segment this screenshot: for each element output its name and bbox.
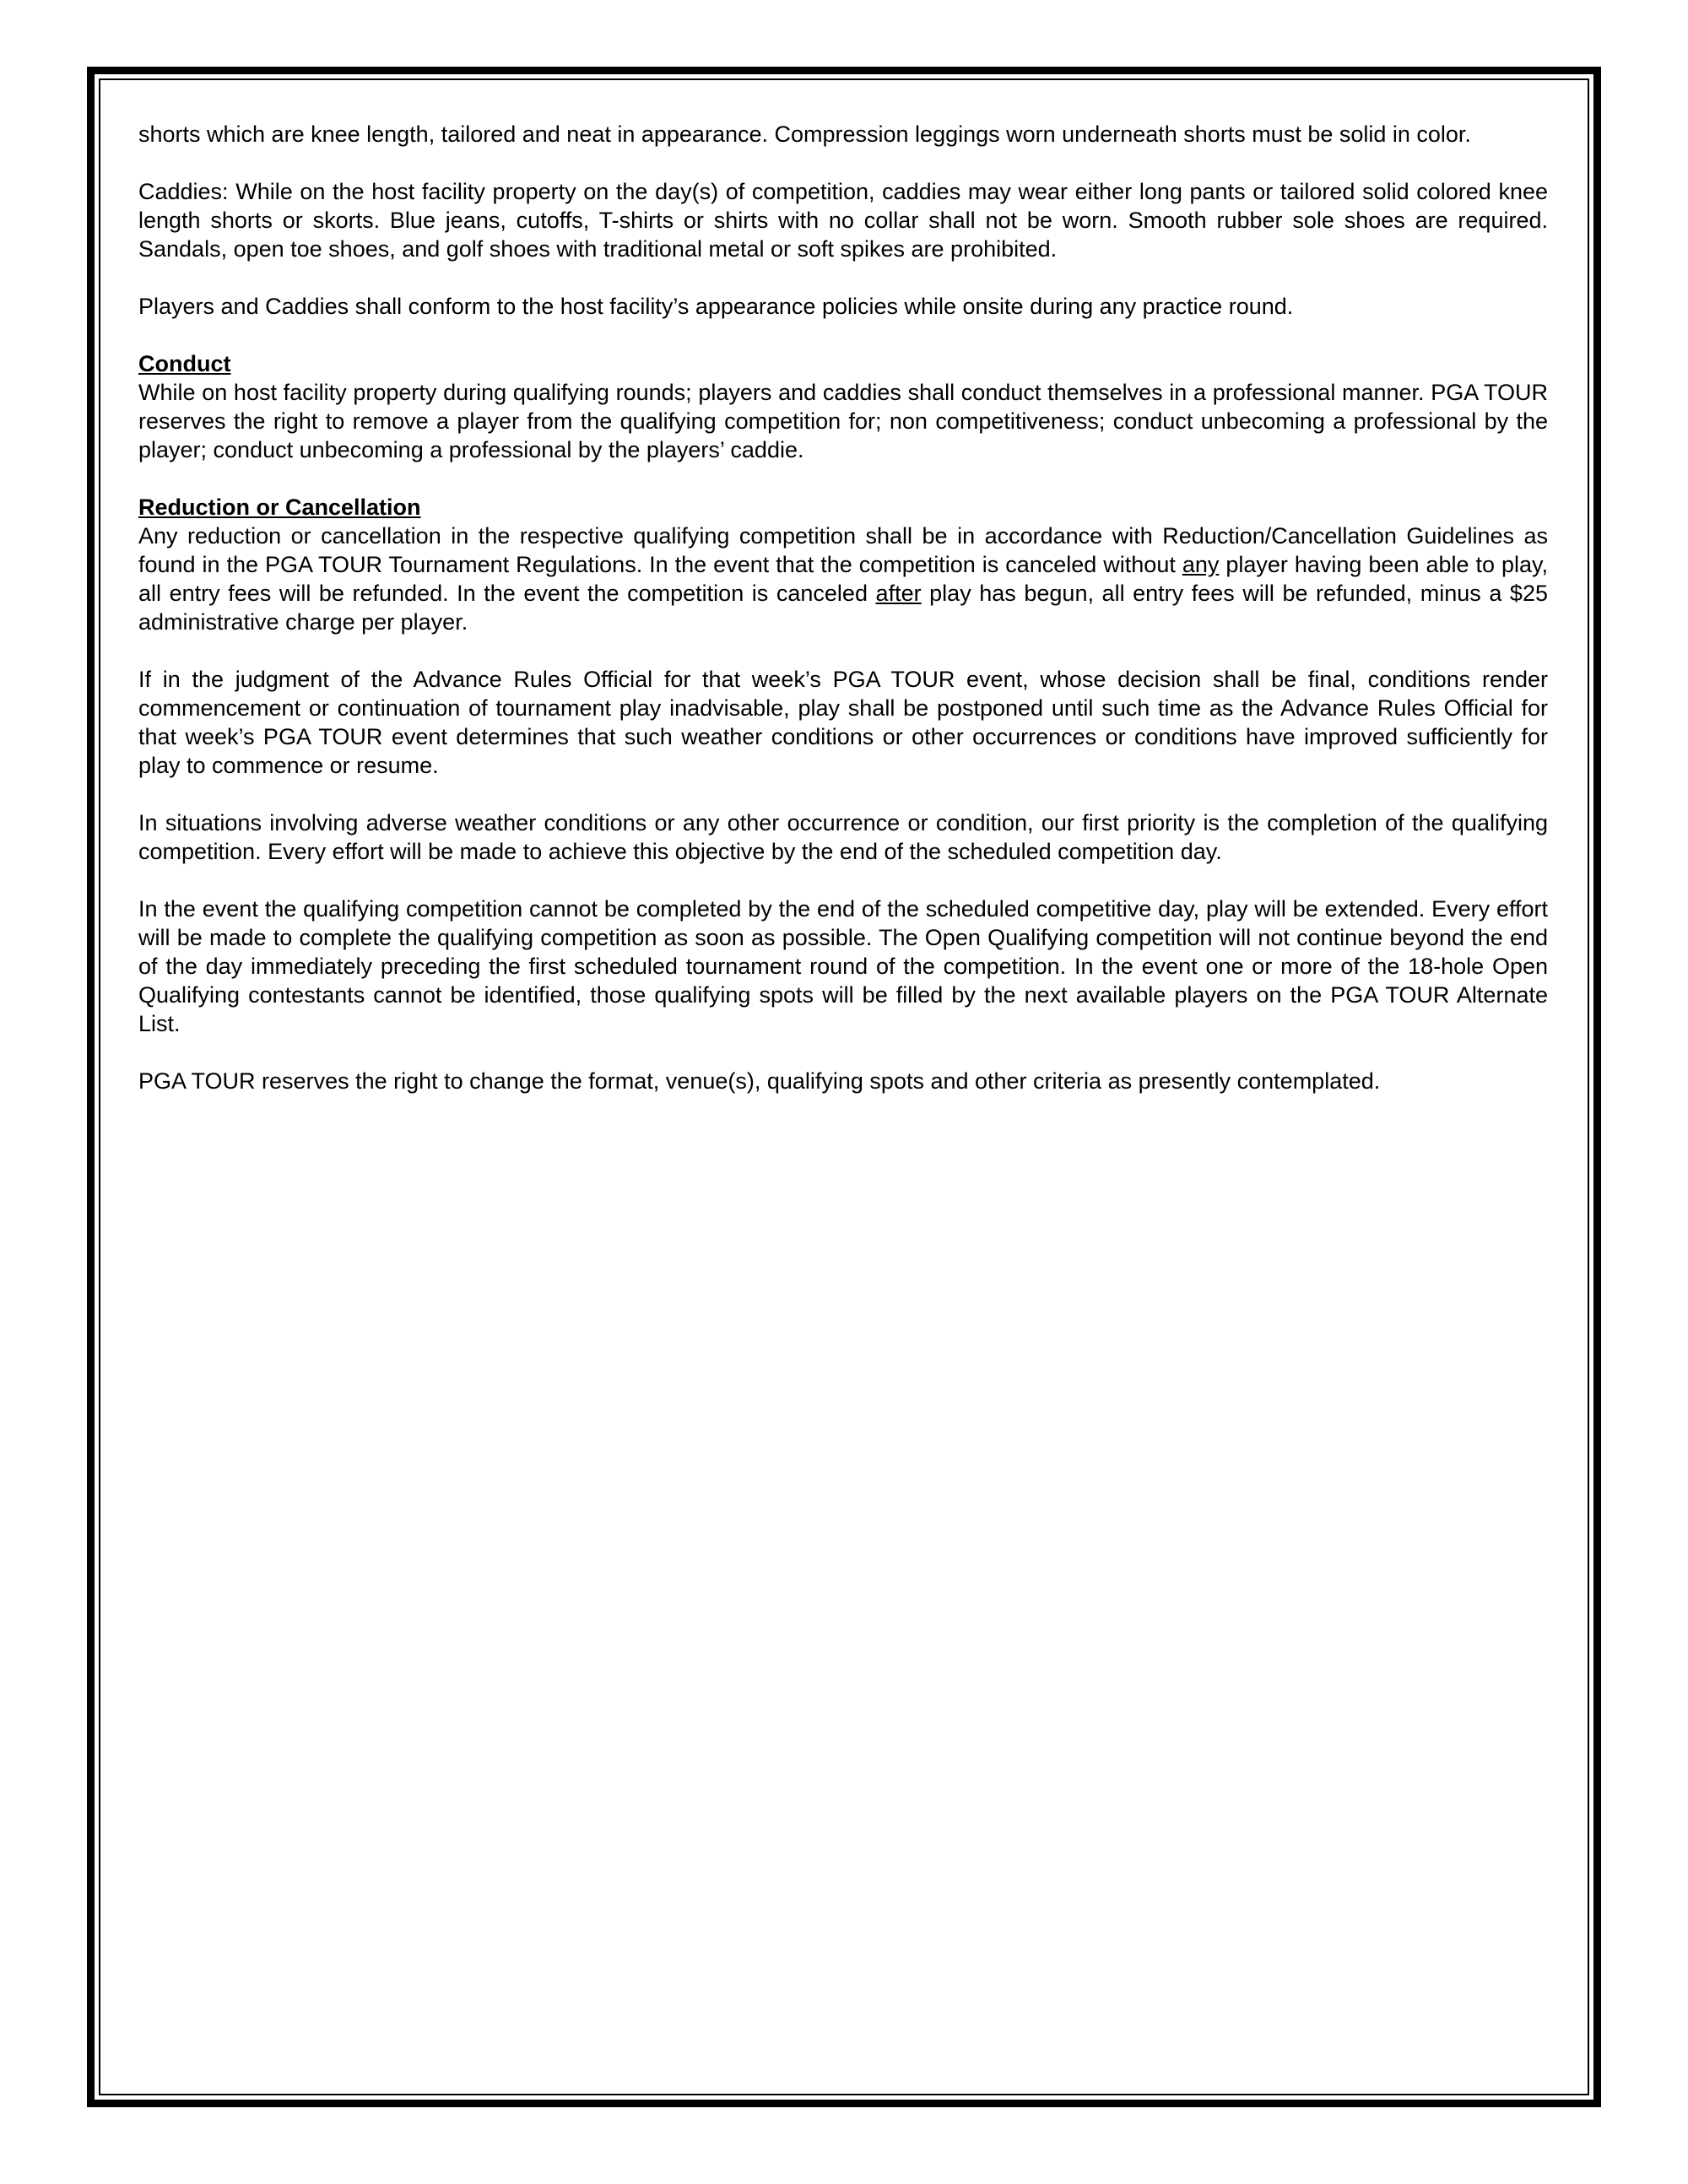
reduction-text-1: Any reduction or cancellation in the respective qualifying competition shall be in accordance with Reduction/Cancellation Guidelines as found in the PGA TOUR Tournament Regulations. In the event that the competition is canceled without (138, 523, 1548, 577)
reduction-text-3: play has begun, all entry fees will be refunded, minus a $25 administrative charge per player. (138, 581, 1548, 635)
paragraph-conduct: While on host facility property during qualifying rounds; players and caddies shall conduct themselves in a professional manner. PGA TOUR reserves the right to remove a player from the qualifying competition for; non competitiveness; conduct unbecoming a professional by the player; conduct unbecoming a professional by the players’ caddie. (138, 380, 1548, 462)
paragraph-adverse-weather: In situations involving adverse weather conditions or any other occurrence or condition, our first priority is the completion of the qualifying competition. Every effort will be made to achieve this objective by the end of the scheduled competition day. (138, 810, 1548, 864)
reduction-text-2: player having been able to play, all entry fees will be refunded. In the event the competition is canceled (138, 552, 1548, 606)
emphasis-after: after (875, 581, 922, 606)
paragraph-shorts: shorts which are knee length, tailored and neat in appearance. Compression leggings worn underneath shorts must be solid in color. (138, 122, 1471, 147)
conduct-heading: Conduct (138, 351, 231, 376)
reduction-heading: Reduction or Cancellation (138, 495, 421, 520)
paragraph-reserves-right: PGA TOUR reserves the right to change the format, venue(s), qualifying spots and other criteria as presently contemplated. (138, 1068, 1381, 1094)
emphasis-any: any (1182, 552, 1220, 577)
document-body (138, 120, 1548, 1124)
paragraph-reduction (138, 522, 1548, 636)
paragraph-play-extended: In the event the qualifying competition cannot be completed by the end of the scheduled competitive day, play will be extended. Every effort will be made to complete the qualifying competition as soon as possible. The Open Qualifying competition will not continue beyond the end of the day immediately preceding the first scheduled tournament round of the competition. In the event one or more of the 18-hole Open Qualifying contestants cannot be identified, those qualifying spots will be filled by the next available players on the PGA TOUR Alternate List. (138, 896, 1548, 1036)
paragraph-caddies: Caddies: While on the host facility property on the day(s) of competition, caddies may wear either long pants or tailored solid colored knee length shorts or skorts. Blue jeans, cutoffs, T-shirts or shirts with no collar shall not be worn. Smooth rubber sole shoes are required. Sandals, open toe shoes, and golf shoes with traditional metal or soft spikes are prohibited. (138, 179, 1548, 262)
paragraph-judgment: If in the judgment of the Advance Rules Official for that week’s PGA TOUR event, whose decision shall be final, conditions render commencement or continuation of tournament play inadvisable, play shall be postponed until such time as the Advance Rules Official for that week’s PGA TOUR event determines that such weather conditions or other occurrences or conditions have improved sufficiently for play to commence or resume. (138, 667, 1548, 778)
paragraph-players-caddies: Players and Caddies shall conform to the host facility’s appearance policies while onsite during any practice round. (138, 294, 1294, 319)
